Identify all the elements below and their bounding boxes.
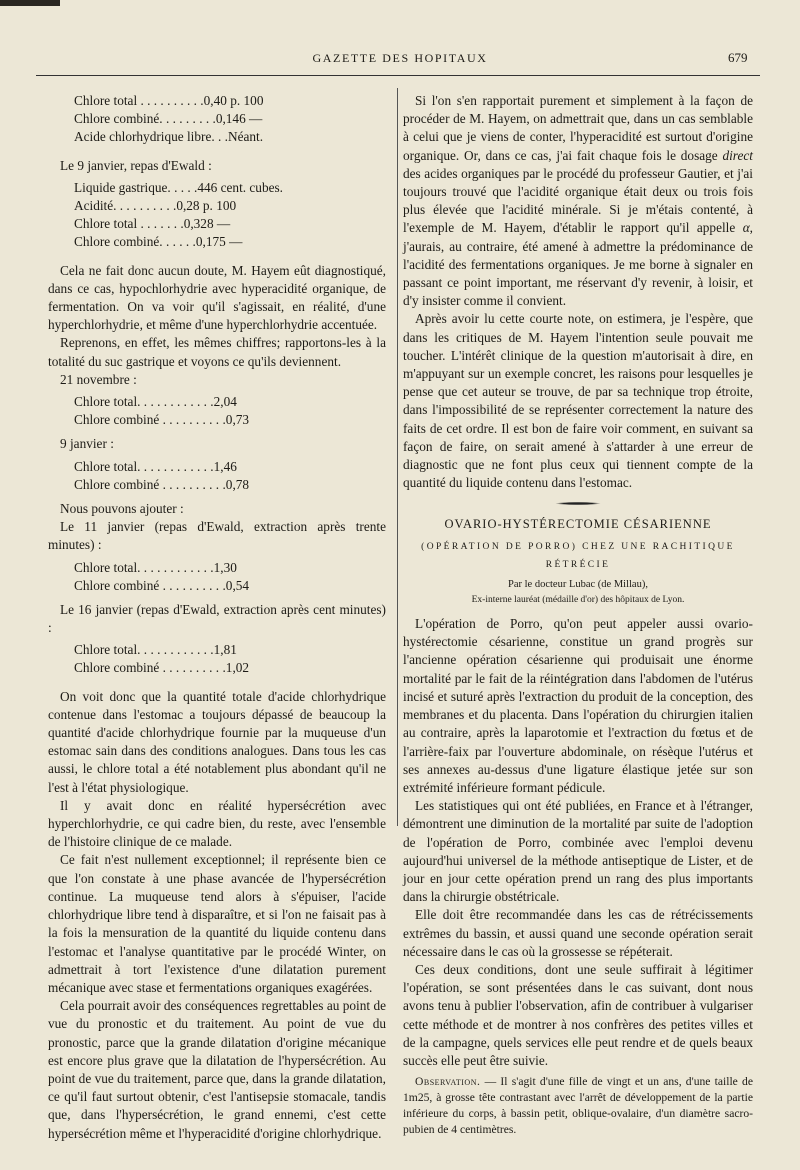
paragraph: L'opération de Porro, qu'on peut appeler aussi ovario-hystérectomie césarienne, constitue un grand progrès sur l'ancienne opération césarienne qui produisait une énorme mortalité par le fait de la réintégration dans l'abdomen de l'utérus incisé et suturé après l'extraction du produit de la conception, des membranes et du placenta. Dans l'opération du chirurgien italien au contraire, après la laparotomie et l'extraction du fœtus et de l'arrière-faix par l'ouverture abdominale, on résèque l'utérus et ses annexes au-dessus d'une ligature élastique jetée sur son extrémité inférieure formant pédicule. <box>403 616 753 795</box>
paragraph: Cela pourrait avoir des conséquences regrettables au point de vue du pronostic et du traitement. Au point de vue du pronostic, parce que la grande dilatation d'origine mécanique est encore plus grave que la dilatation de l'hypersécrétion. Au point de vue du traitement, parce que, dans la grande dilatation, ce qu'il faut surtout obtenir, c'est l'antisepsie stomacale, tandis que, dans l'hypersécrétion, le grand ennemi, c'est cette hypersécrétion même et l'hyperacidité d'origine chlorhydrique. <box>48 998 386 1141</box>
table-row: Chlore combiné . . . . . . . . . . 0,73 <box>74 412 250 428</box>
article-author-note: Ex-interne lauréat (médaille d'or) des hôpitaux de Lyon. <box>471 595 685 606</box>
paragraph: Reprenons, en effet, les mêmes chiffres; rapportons-les à la totalité du suc gastrique et voyons ce qu'ils deviennent. <box>48 335 386 369</box>
column-divider <box>397 88 398 826</box>
table-row: Acide chlorhydrique libre. . . Néant. <box>74 129 264 145</box>
observation-paragraph: Observation. — Il s'agit d'une fille de vingt et un ans, d'une taille de 1m25, à grosse tête contrastant avec l'arrêt de développement de la partie inférieure du corps, à bassin petit, oblique-ovalaire, d'un diamètre sacro-pubien de 4 centimètres. <box>403 1075 753 1137</box>
article-author: Par le docteur Lubac (de Millau), <box>508 579 648 591</box>
paragraph: On voit donc que la quantité totale d'acide chlorhydrique contenue dans l'estomac a toujours dépassé de beaucoup la quantité d'acide chlorhydrique fournie par la muqueuse d'un estomac sain dans des conditions analogues. Dans tous les cas aussi, le chlore total a été notablement plus abondant qu'il ne l'est à l'état physiologique. <box>48 688 386 795</box>
table-row: Chlore combiné. . . . . . 0,175 — <box>74 234 243 250</box>
left-column <box>48 92 386 1143</box>
observation-label: Observation. <box>415 1075 481 1089</box>
paragraph: Elle doit être recommandée dans les cas de rétrécissements extrêmes du bassin, et aussi quand une seconde opération serait nécessaire dans le cas où la grossesse se répéterait. <box>403 907 753 959</box>
table-row: Chlore combiné . . . . . . . . . . 0,54 <box>74 577 250 593</box>
table-row: Liquide gastrique. . . . . 446 cent. cubes. <box>74 179 284 195</box>
paragraph: Il y avait donc en réalité hypersécrétion avec hyperchlorhydrie, ce qui cadre bien, du reste, avec l'ensemble de l'histoire clinique de ce malade. <box>48 797 386 850</box>
table-row: Chlore combiné . . . . . . . . . . 1,02 <box>74 660 250 676</box>
table-16jan <box>74 641 386 677</box>
section-separator <box>555 502 601 505</box>
table-row: Chlore total. . . . . . . . . . . . 2,04 <box>74 393 237 409</box>
header-rule <box>36 75 760 76</box>
table-21nov <box>74 393 386 429</box>
right-column <box>403 92 753 1138</box>
table-row: Chlore combiné . . . . . . . . . . 0,78 <box>74 476 250 492</box>
paragraph: Ce fait n'est nullement exceptionnel; il représente bien ce que l'on constate à une phase avancée de l'hypersécrétion continue. La muqueuse tend alors à s'épuiser, l'acide chlorhydrique libre tend à disparaître, et si l'on ne faisait pas à la fois la mensuration de la quantité du liquide contenu dans l'estomac et l'analyse quantitative par le procédé Winter, on admettrait à tort l'existence d'une dilatation purement mécanique avec stase et fermentations organiques exagérées. <box>48 852 386 995</box>
paragraph: Cela ne fait donc aucun doute, M. Hayem eût diagnostiqué, dans ce cas, hypochlorhydrie avec hyperacidité organique, de fermentation. On va voir qu'il s'agissait, en réalité, d'une hyperchlorhydrie, et même d'une hyperchlorhydrie accentuée. <box>48 262 386 333</box>
paragraph: Le 16 janvier (repas d'Ewald, extraction après cent minutes) : <box>48 601 386 636</box>
paragraph: Les statistiques qui ont été publiées, en France et à l'étranger, démontrent une diminution de la mortalité par suite de l'adoption de l'opération de Porro, combinée avec l'emploi devenu aujourd'hui universel de la méthode antiseptique de Lister, et de jour en jour cette opération prend un rang des plus importants dans la chirurgie obstétricale. <box>403 798 753 905</box>
article-title: OVARIO-HYSTÉRECTOMIE CÉSARIENNE <box>444 517 712 532</box>
table-row: Chlore total. . . . . . . . . . . . 1,81 <box>74 642 237 658</box>
table-row: Chlore combiné. . . . . . . . . 0,146 — <box>74 111 263 127</box>
paragraph: Le 9 janvier, repas d'Ewald : <box>60 157 212 173</box>
table-chlore-21nov-values <box>74 92 386 147</box>
paragraph: Si l'on s'en rapportait purement et simplement à la façon de procéder de M. Hayem, on admettrait que, dans un cas semblable à celui que je viens de conter, l'hyperacidité est surtout d'origine organique. Or, dans ce cas, j'ai fait chaque fois le dosage direct des acides organiques par le procédé du professeur Gautier, et j'ai toujours trouvé que l'acidité organique était deux ou trois fois plus élevée que l'acidité minérale. Si je m'étais contenté, à l'exemple de M. Hayem, d'établir le rapport qu'il appelle α, j'aurais, au contraire, été amené à admettre la prédominance de l'acidité des fermentations organiques. Je me borne à signaler en passant ce point important, me réservant d'y revenir, à loisir, et d'y insister comme il convient. <box>403 93 753 309</box>
table-row: Chlore total. . . . . . . . . . . . 1,30 <box>74 559 237 575</box>
table-row: Chlore total . . . . . . . 0,328 — <box>74 216 231 232</box>
paragraph: Le 11 janvier (repas d'Ewald, extraction après trente minutes) : <box>48 519 386 553</box>
table-11jan <box>74 559 386 595</box>
date-label: 21 novembre : <box>60 371 137 387</box>
table-row: Chlore total . . . . . . . . . . 0,40 p. 100 <box>74 93 264 108</box>
page-corner-mark <box>0 0 60 6</box>
table-ewald-9jan <box>74 179 386 252</box>
running-title: GAZETTE DES HOPITAUX <box>312 51 488 65</box>
date-label: 9 janvier : <box>60 436 114 452</box>
table-row: Acidité. . . . . . . . . . 0,28 p. 100 <box>74 197 237 213</box>
paragraph: Ces deux conditions, dont une seule suffirait à légitimer l'opération, se sont présentées dans le cas suivant, dont nous avons tenu à publier l'observation, afin de contribuer à vulgariser cette méthode et de montrer à nos confrères des petites villes et de la campagne, quels services elle peut rendre et de quels beaux succès elle peut être suivie. <box>403 961 753 1068</box>
paragraph: Après avoir lu cette courte note, on estimera, je l'espère, que dans les critiques de M. Hayem l'intention seule pouvait me toucher. L'intérêt clinique de la question m'autorisait à dire, en m'appuyant sur un exemple concret, les raisons pour lesquelles je pense que cet auteur se trouve, de par sa technique trop étroite, dans l'impossibilité de se représenter correctement la nature des faits de cet ordre. Il est bon de faire voir comment, en suivant sa façon de faire, on serait amené à s'attarder à une erreur de diagnostic que ne font plus ceux qui tiennent compte de la quantité du liquide contenu dans l'estomac. <box>403 311 753 491</box>
table-9jan <box>74 458 386 494</box>
table-row: Chlore total. . . . . . . . . . . . 1,46 <box>74 458 237 474</box>
page-number: 679 <box>728 50 748 65</box>
paragraph: Nous pouvons ajouter : <box>60 500 184 516</box>
article-subtitle: (OPÉRATION DE PORRO) CHEZ UNE RACHITIQUE RÉTRÉCIE <box>421 541 735 570</box>
